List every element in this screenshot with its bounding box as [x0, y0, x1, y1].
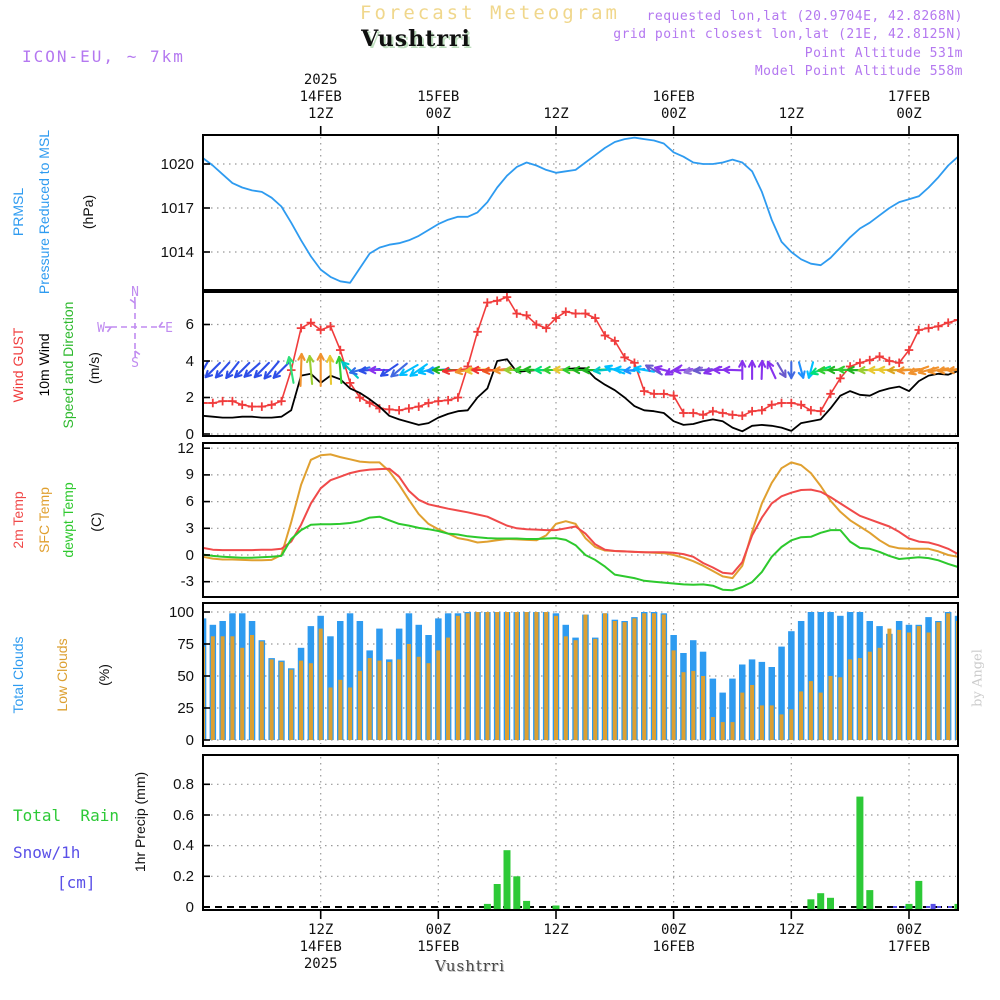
rain-bar — [827, 898, 834, 909]
clouds-ytick-label: 75 — [177, 635, 194, 653]
rain-bar — [866, 890, 873, 909]
snow-bar — [931, 904, 936, 909]
rain-bar — [513, 876, 520, 909]
meta-grid-coords: grid point closest lon,lat (21E, 42.8125N) — [613, 27, 963, 42]
low-cloud-bar — [338, 680, 342, 740]
wind-direction-arrow — [799, 362, 805, 377]
bottom-axis-label: 15FEB — [417, 939, 460, 955]
temperature-ytick-label: 12 — [177, 439, 194, 457]
clouds-low-label: Low Clouds — [54, 638, 70, 712]
low-cloud-bar — [682, 672, 686, 740]
clouds-ytick-label: 50 — [177, 667, 194, 685]
low-cloud-bar — [270, 659, 274, 740]
precip-series — [484, 797, 965, 909]
wind-direction-arrow — [307, 356, 313, 384]
temperature-border — [203, 443, 958, 597]
low-cloud-bar — [721, 722, 725, 740]
wind-direction-arrow — [749, 361, 755, 379]
precip-ytick-label: 0.2 — [173, 867, 194, 885]
temperature-panel — [205, 445, 956, 595]
low-cloud-bar — [603, 613, 607, 740]
wind-10m-label: 10m Wind — [36, 333, 52, 397]
rain-bar — [523, 901, 530, 909]
rain-bar — [494, 884, 501, 909]
low-cloud-bar — [662, 615, 666, 740]
low-cloud-bar — [564, 636, 568, 740]
top-axis-label: 12Z — [308, 106, 334, 122]
low-cloud-bar — [750, 685, 754, 740]
meta-requested-coords: requested lon,lat (20.9704E, 42.8268N) — [646, 9, 963, 24]
bottom-axis-label: 2025 — [303, 956, 338, 972]
pressure-ytick-label: 1014 — [160, 243, 194, 261]
low-cloud-bar — [819, 693, 823, 740]
wind-direction-arrow — [768, 362, 776, 378]
rain-bar — [504, 850, 511, 909]
low-cloud-bar — [740, 693, 744, 740]
temperature-ytick-label: -3 — [180, 573, 194, 591]
meta-model-altitude: Model Point Altitude 558m — [754, 64, 963, 79]
precip-axis-label: 1hr Precip (mm) — [132, 771, 148, 873]
pressure-line — [203, 138, 958, 283]
low-cloud-bar — [731, 722, 735, 740]
low-cloud-bar — [299, 661, 303, 740]
temp-dewpt-label: dewpt Temp — [60, 482, 76, 558]
compass-s: S — [131, 356, 139, 371]
precip-ytick-label: 0.8 — [173, 775, 194, 793]
compass-n: N — [131, 285, 139, 300]
low-cloud-bar — [770, 705, 774, 740]
wind-direction-arrow — [724, 367, 742, 373]
pressure-unit-label: (hPa) — [80, 194, 96, 230]
clouds-ytick-label: 100 — [168, 603, 194, 621]
pressure-border — [203, 135, 958, 290]
low-cloud-bar — [329, 688, 333, 741]
low-cloud-bar — [632, 618, 636, 740]
rain-bar — [807, 899, 814, 909]
wind-panel — [205, 294, 956, 434]
wind-ytick-label: 0 — [185, 425, 194, 443]
low-cloud-bar — [613, 621, 617, 740]
bottom-axis-label: 00Z — [425, 922, 451, 938]
low-cloud-bar — [829, 676, 833, 740]
low-cloud-bar — [848, 659, 852, 740]
bottom-axis-label: 14FEB — [299, 939, 342, 955]
low-cloud-bar — [887, 629, 891, 740]
low-cloud-bar — [407, 644, 411, 740]
bottom-axis-label: 12Z — [778, 922, 804, 938]
temperature-ytick-label: 3 — [185, 519, 194, 537]
clouds-unit-label: (%) — [96, 664, 112, 686]
top-axis-label: 15FEB — [417, 89, 460, 105]
bottom-axis-label: 12Z — [308, 922, 334, 938]
low-cloud-bar — [799, 691, 803, 740]
temp-unit-label: (C) — [88, 512, 104, 532]
brand-title: Forecast Meteogram — [360, 2, 620, 24]
precip-ytick-label: 0.6 — [173, 806, 194, 824]
top-axis-label: 12Z — [778, 106, 804, 122]
low-cloud-bar — [897, 630, 901, 740]
low-cloud-bar — [397, 659, 401, 740]
dewpt-line — [203, 517, 958, 591]
low-cloud-bar — [711, 717, 715, 740]
precip-ytick-label: 0.4 — [173, 837, 194, 855]
low-cloud-bar — [574, 640, 578, 740]
temperature-ytick-label: 6 — [185, 493, 194, 511]
bottom-axis-label: 12Z — [543, 922, 569, 938]
low-cloud-bar — [446, 638, 450, 740]
low-cloud-bar — [789, 709, 793, 740]
low-cloud-bar — [456, 616, 460, 740]
low-cloud-bar — [240, 648, 244, 740]
clouds-total-label: Total Clouds — [10, 636, 26, 714]
low-cloud-bar — [544, 612, 548, 740]
2m-temp-line — [203, 469, 958, 574]
low-cloud-bar — [476, 612, 480, 740]
rain-bar — [817, 893, 824, 909]
wind-ytick-label: 4 — [185, 352, 194, 370]
low-cloud-bar — [838, 677, 842, 740]
top-axis-label: 00Z — [896, 106, 922, 122]
meta-point-altitude: Point Altitude 531m — [804, 46, 963, 61]
low-cloud-bar — [378, 661, 382, 740]
wind-series — [198, 293, 968, 431]
low-cloud-bar — [525, 612, 529, 740]
top-axis-label: 14FEB — [299, 89, 342, 105]
low-cloud-bar — [230, 636, 234, 740]
model-label: ICON-EU, ~ 7km — [22, 47, 185, 66]
top-axis-label: 12Z — [543, 106, 569, 122]
pressure-label-long: Pressure Reduced to MSL — [36, 129, 52, 295]
low-cloud-bar — [554, 616, 558, 740]
low-cloud-bar — [691, 671, 695, 740]
pressure-series — [203, 138, 958, 283]
top-axis-label: 00Z — [425, 106, 451, 122]
wind-gust-label: Wind GUST — [10, 327, 26, 403]
sfc-temp-line — [203, 454, 958, 578]
precip-border — [203, 755, 958, 910]
wind-ytick-label: 6 — [185, 316, 194, 333]
low-cloud-bar — [466, 613, 470, 740]
gust-line — [203, 297, 958, 416]
clouds-series — [200, 612, 962, 740]
temperature-series — [203, 454, 958, 590]
low-cloud-bar — [319, 629, 323, 740]
pressure-label-prmsl: PRMSL — [10, 187, 26, 237]
rain-bar — [915, 881, 922, 909]
low-cloud-bar — [417, 657, 421, 740]
footer-title: Vushtrri — [434, 957, 506, 975]
low-cloud-bar — [868, 652, 872, 740]
low-cloud-bar — [260, 641, 264, 740]
low-cloud-bar — [289, 670, 293, 740]
temperature-ytick-label: 0 — [185, 546, 194, 564]
low-cloud-bar — [495, 612, 499, 740]
clouds-ytick-label: 25 — [177, 699, 194, 717]
low-cloud-bar — [701, 676, 705, 740]
low-cloud-bar — [907, 633, 911, 741]
pressure-ytick-label: 1017 — [160, 199, 194, 217]
rain-bar — [906, 904, 913, 909]
low-cloud-bar — [387, 662, 391, 740]
wind-speed-dir-label: Speed and Direction — [60, 301, 76, 429]
low-cloud-bar — [809, 681, 813, 740]
low-cloud-bar — [515, 612, 519, 740]
low-cloud-bar — [672, 650, 676, 740]
top-axis-label: 00Z — [660, 106, 687, 122]
low-cloud-bar — [946, 613, 950, 740]
top-axis-label: 16FEB — [652, 89, 695, 105]
low-cloud-bar — [927, 633, 931, 741]
precip-rain-label: Total Rain — [13, 806, 119, 825]
low-cloud-bar — [485, 612, 489, 740]
low-cloud-bar — [309, 663, 313, 740]
wind-direction-arrow — [342, 362, 358, 378]
low-cloud-bar — [368, 658, 372, 740]
bottom-axis-label: 00Z — [660, 922, 687, 938]
low-cloud-bar — [652, 613, 656, 740]
wind-direction-arrow — [788, 362, 794, 378]
wind-ytick-label: 2 — [185, 389, 194, 406]
low-cloud-bar — [505, 612, 509, 740]
clouds-ytick-label: 0 — [185, 731, 194, 749]
compass-e: E — [165, 321, 173, 336]
wind-direction-arrow — [807, 362, 813, 377]
low-cloud-bar — [917, 626, 921, 740]
low-cloud-bar — [534, 612, 538, 740]
low-cloud-bar — [878, 648, 882, 740]
pressure-ytick-label: 1020 — [160, 155, 194, 173]
wind-direction-arrow — [327, 356, 333, 384]
low-cloud-bar — [760, 705, 764, 740]
compass-w: W — [97, 321, 105, 336]
precip-panel — [205, 757, 956, 908]
low-cloud-bar — [436, 650, 440, 740]
precip-snow-unit-label: [cm] — [57, 873, 96, 892]
top-axis-label: 17FEB — [887, 89, 931, 105]
rain-bar — [553, 906, 560, 910]
top-axis-label: 2025 — [303, 72, 338, 88]
temp-sfc-label: SFC Temp — [36, 487, 52, 553]
low-cloud-bar — [780, 714, 784, 740]
wind-direction-arrow — [778, 363, 786, 377]
low-cloud-bar — [623, 622, 627, 740]
temp-2m-label: 2m Temp — [10, 491, 26, 549]
page-title: Vushtrri — [361, 26, 471, 52]
low-cloud-bar — [279, 662, 283, 740]
rain-bar — [856, 797, 863, 909]
low-cloud-bar — [358, 671, 362, 740]
wind-direction-arrow — [759, 361, 765, 379]
bottom-axis-label: 16FEB — [652, 939, 695, 955]
low-cloud-bar — [348, 688, 352, 741]
low-cloud-bar — [593, 639, 597, 740]
bottom-axis-label: 00Z — [896, 922, 922, 938]
low-cloud-bar — [936, 622, 940, 740]
low-cloud-bar — [427, 663, 431, 740]
snow-bar — [960, 899, 965, 909]
low-cloud-bar — [642, 613, 646, 740]
rain-bar — [484, 904, 491, 909]
low-cloud-bar — [211, 636, 215, 740]
precip-snow-label: Snow/1h — [13, 843, 81, 862]
low-cloud-bar — [858, 658, 862, 740]
wind-unit-label: (m/s) — [86, 352, 102, 384]
low-cloud-bar — [250, 635, 254, 740]
clouds-border — [203, 603, 958, 746]
bottom-axis-label: 17FEB — [887, 939, 931, 955]
precip-ytick-label: 0 — [185, 898, 194, 916]
low-cloud-bar — [583, 615, 587, 740]
low-cloud-bar — [221, 636, 225, 740]
temperature-ytick-label: 9 — [185, 466, 194, 484]
watermark: by Angel — [970, 649, 986, 707]
